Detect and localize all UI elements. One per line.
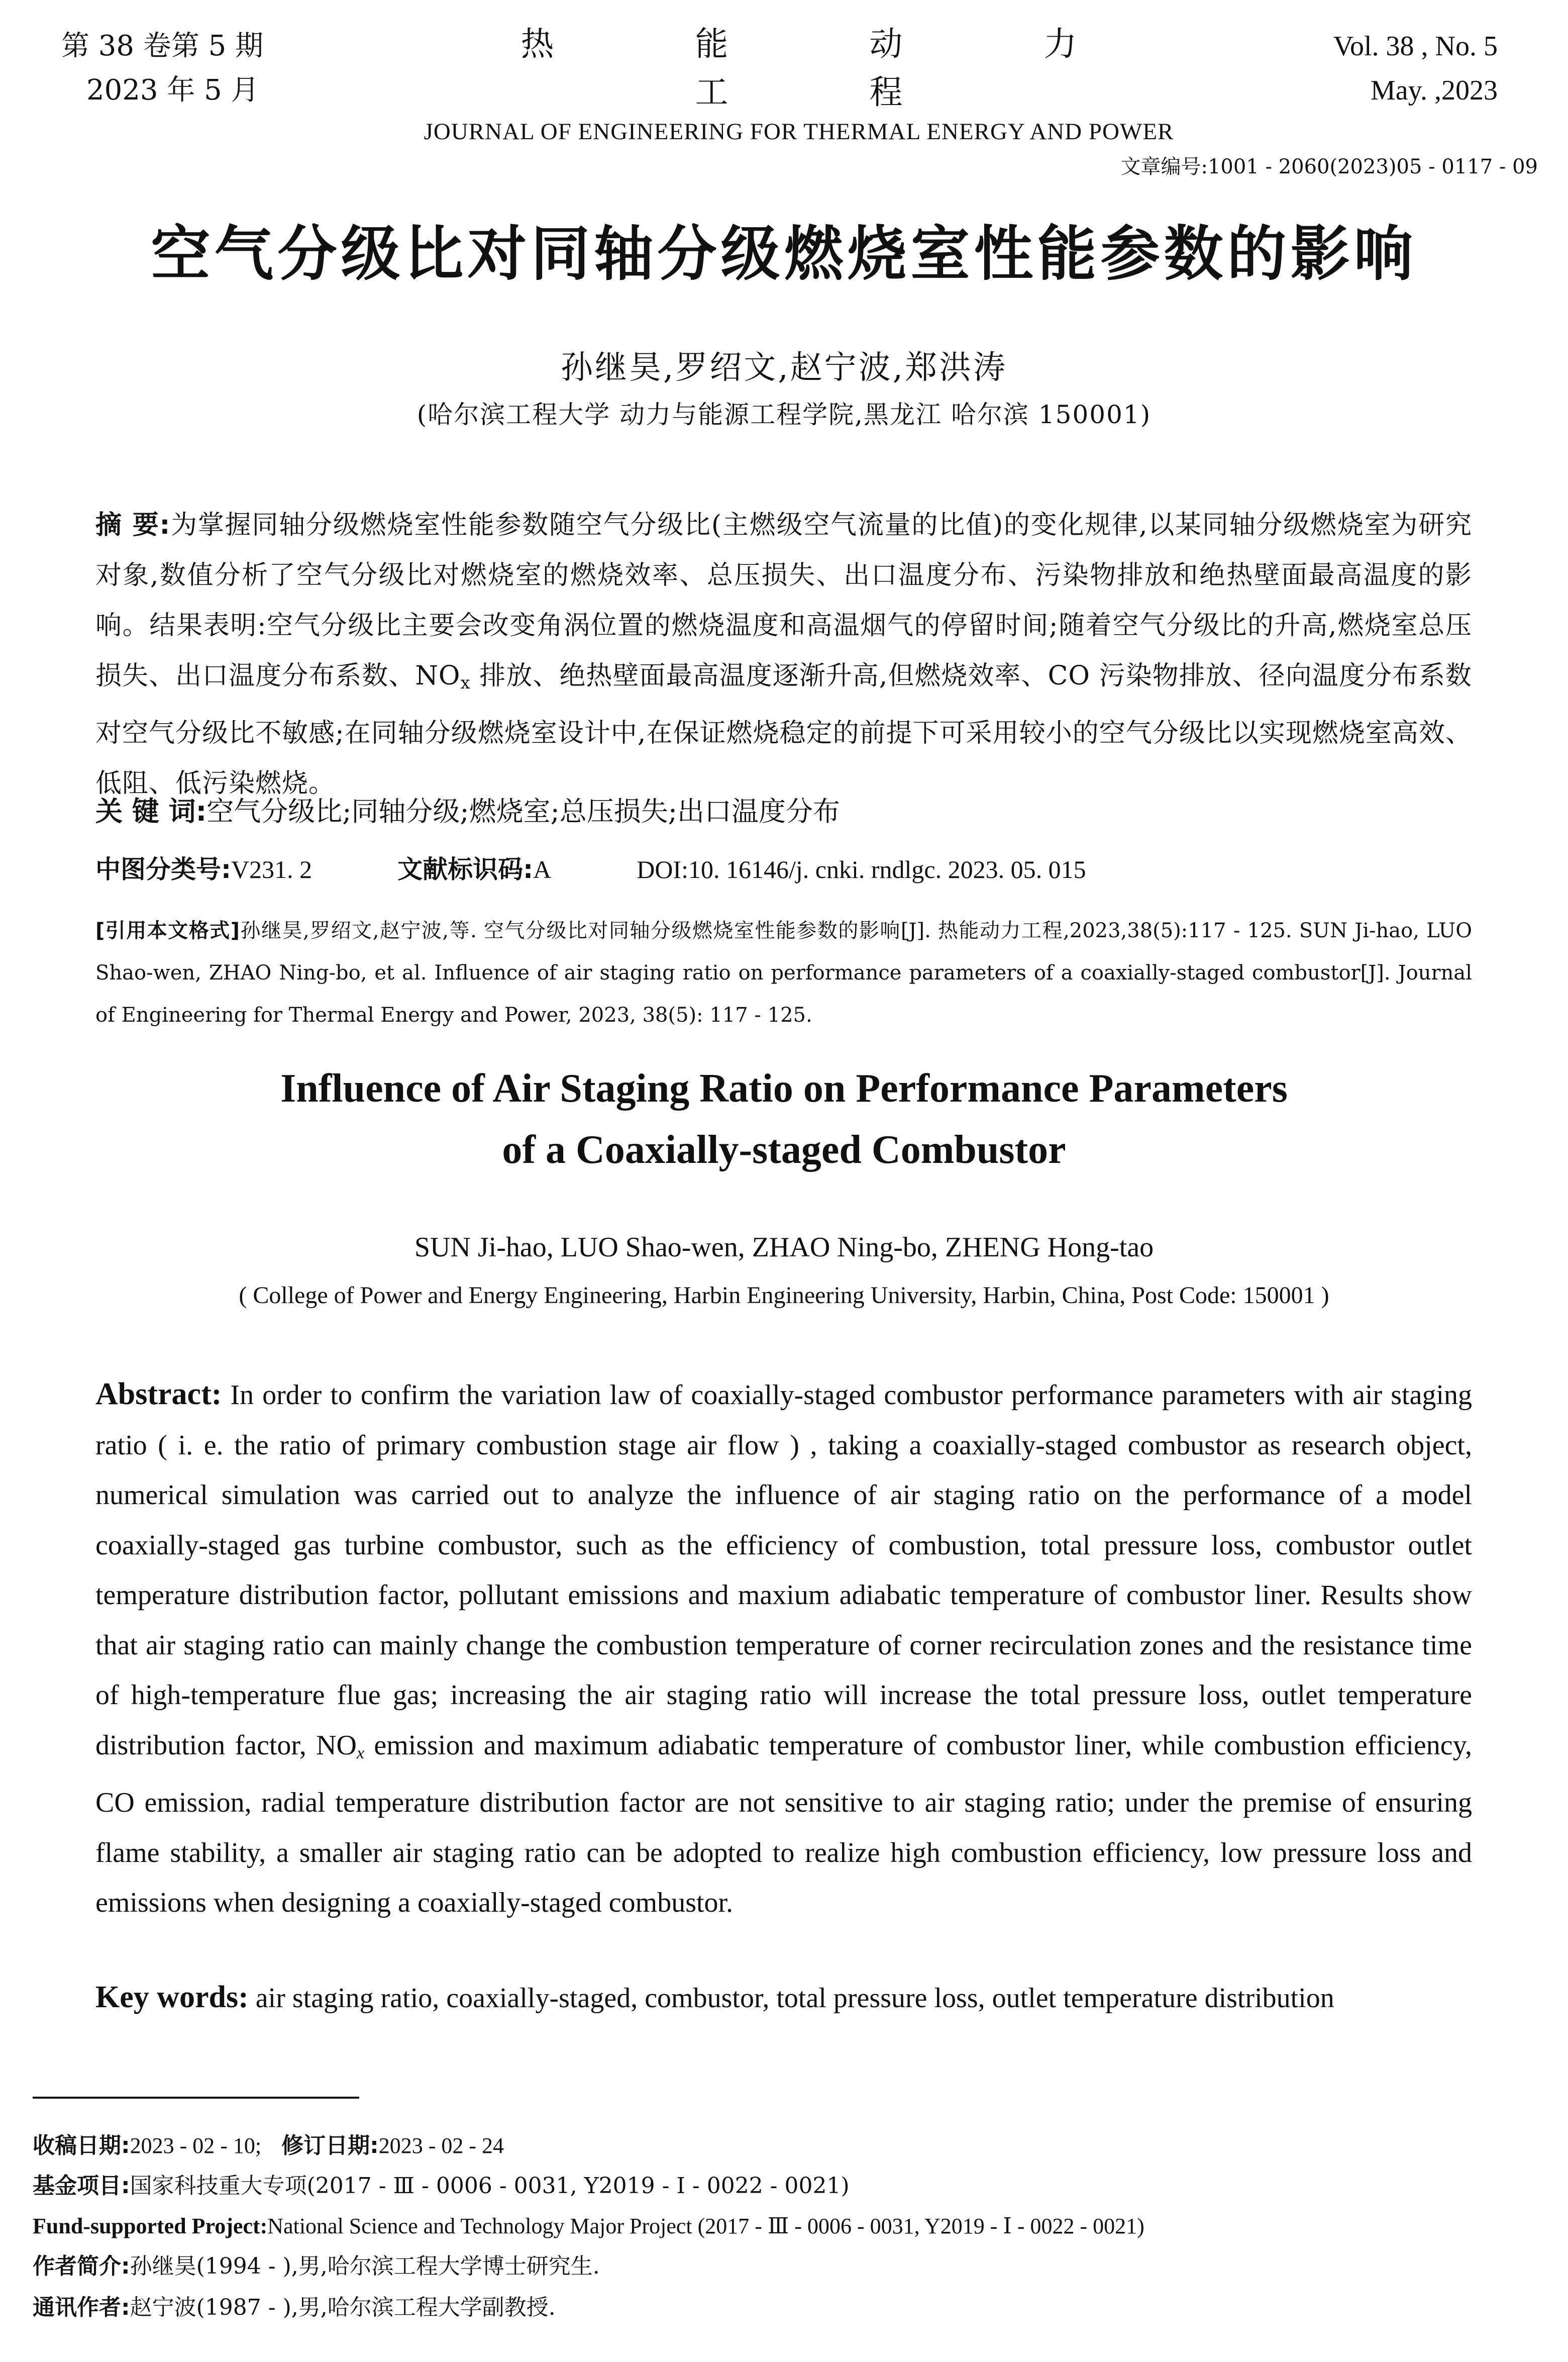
footnote-author: [33, 2246, 1535, 2287]
title-en-line1: Influence of Air Staging Ratio on Performance Parameters: [280, 1066, 1288, 1111]
doc-code-label: 文献标识码:: [397, 855, 534, 884]
title-en: [0, 1058, 1568, 1180]
doc-code-value: A: [533, 855, 552, 883]
abstract-en-text-1: In order to confirm the variation law of coaxially-staged combustor performance parameters with air staging ratio ( i. e. the ratio of primary combustion stage air flow ) , taking a coaxially-staged combustor as research object, numerical simulation was carried out to analyze the influence of air staging ratio on the performance of a model coaxially-staged gas turbine combustor, such as the efficiency of combustion, total pressure loss, combustor outlet temperature distribution factor, pollutant emissions and maxium adiabatic temperature of combustor liner. Results show that air staging ratio can mainly change the combustion temperature of corner recirculation zones and the resistance time of high-temperature flue gas; increasing the air staging ratio will increase the total pressure loss, outlet temperature distribution factor, NO: [95, 1380, 1472, 1761]
abstract-en-label: Abstract:: [95, 1377, 222, 1411]
authors-cn: 孙继昊,罗绍文,赵宁波,郑洪涛: [560, 349, 1008, 386]
revised-value: 2023 - 02 - 24: [378, 2133, 504, 2158]
abstract-en: [95, 1369, 1472, 1928]
journal-name-cn: 热 能 动 力 工 程: [520, 25, 1142, 112]
abstract-cn: [95, 500, 1472, 809]
author-label: 作者简介:: [33, 2253, 130, 2279]
fund-cn-label: 基金项目:: [33, 2173, 130, 2199]
keywords-en-label: Key words:: [95, 1980, 249, 2014]
header-left: [61, 24, 263, 113]
article-number: 文章编号:1001 - 2060(2023)05 - 0117 - 09: [1120, 155, 1538, 178]
corresponding-value: 赵宁波(1987 - ),男,哈尔滨工程大学副教授.: [130, 2295, 556, 2320]
fund-cn-value: 国家科技重大专项(2017 - Ⅲ - 0006 - 0031, Y2019 - Ⅰ - 0022 - 0021): [130, 2173, 850, 2199]
keywords-en: [95, 1973, 1472, 2024]
footnote-corresponding: [33, 2288, 1535, 2328]
issue-cn: 第 38 卷第 5 期: [61, 30, 264, 62]
affiliation-cn: (哈尔滨工程大学 动力与能源工程学院,黑龙江 哈尔滨 150001): [416, 400, 1152, 429]
journal-name-en: JOURNAL OF ENGINEERING FOR THERMAL ENERGY AND POWER: [424, 119, 1174, 145]
authors-en: SUN Ji-hao, LUO Shao-wen, ZHAO Ning-bo, ZHENG Hong-tao: [414, 1232, 1154, 1263]
abstract-cn-subscript: x: [460, 673, 471, 693]
footnote-fund-en: [33, 2206, 1535, 2246]
footnote-divider: [33, 2097, 359, 2099]
header-right: [1333, 24, 1498, 113]
keywords-cn-label: 关 键 词:: [95, 796, 207, 827]
clc-value: V231. 2: [231, 855, 312, 883]
keywords-cn-text: 空气分级比;同轴分级;燃烧室;总压损失;出口温度分布: [206, 796, 840, 827]
fund-en-value: National Science and Technology Major Project (2017 - Ⅲ - 0006 - 0031, Y2019 - Ⅰ - 0022 - 0021): [267, 2214, 1144, 2238]
abstract-cn-text-1: 为掌握同轴分级燃烧室性能参数随空气分级比(主燃级空气流量的比值)的变化规律,以某同轴分级燃烧室为研究对象,数值分析了空气分级比对燃烧室的燃烧效率、总压损失、出口温度分布、污染物排放和绝热壁面最高温度的影响。结果表明:空气分级比主要会改变角涡位置的燃烧温度和高温烟气的停留时间;随着空气分级比的升高,燃烧室总压损失、出口温度分布系数、NO: [95, 510, 1472, 691]
author-value: 孙继昊(1994 - ),男,哈尔滨工程大学博士研究生.: [130, 2253, 600, 2279]
affiliation-en: ( College of Power and Energy Engineering, Harbin Engineering University, Harbin, China, Post Code: 150001 ): [239, 1282, 1329, 1309]
volume-en: Vol. 38 , No. 5: [1333, 31, 1498, 62]
doi: DOI:10. 16146/j. cnki. rndlgc. 2023. 05. 015: [637, 855, 1086, 883]
citation-label: [引用本文格式]: [95, 919, 240, 942]
revised-label: 修订日期:: [281, 2133, 379, 2158]
abstract-cn-label: 摘 要:: [95, 510, 171, 540]
footnote-dates: [33, 2126, 1535, 2166]
footnote-fund-cn: [33, 2166, 1535, 2206]
abstract-en-subscript: x: [357, 1743, 365, 1762]
title-en-line2: of a Coaxially-staged Combustor: [502, 1128, 1066, 1172]
received-value: 2023 - 02 - 10;: [130, 2133, 262, 2158]
received-label: 收稿日期:: [33, 2133, 130, 2158]
corresponding-label: 通讯作者:: [33, 2295, 130, 2320]
keywords-en-text: air staging ratio, coaxially-staged, combustor, total pressure loss, outlet temperature distribution: [248, 1983, 1334, 2014]
date-cn: 2023 年 5 月: [86, 74, 259, 107]
clc-label: 中图分类号:: [95, 855, 231, 884]
journal-header: [382, 20, 1216, 147]
citation: [95, 910, 1472, 1036]
abstract-en-text-2: emission and maximum adiabatic temperature of combustor liner, while combustion efficiency, CO emission, radial temperature distribution factor are not sensitive to air staging ratio; under the premise of ensuring flame stability, a smaller air staging ratio can be adopted to realize high combustion efficiency, low pressure loss and emissions when designing a coaxially-staged combustor.: [95, 1729, 1473, 1918]
date-en: May. ,2023: [1370, 75, 1498, 106]
title-cn: 空气分级比对同轴分级燃烧室性能参数的影响: [151, 219, 1417, 288]
fund-en-label: Fund-supported Project:: [33, 2214, 268, 2238]
keywords-cn: [95, 789, 1472, 834]
classification-line: [95, 849, 1472, 890]
abstract-cn-text-2: 排放、绝热壁面最高温度逐渐升高,但燃烧效率、CO 污染物排放、径向温度分布系数对空气分级比不敏感;在同轴分级燃烧室设计中,在保证燃烧稳定的前提下可采用较小的空气分级比以实现燃烧室高效、低阻、低污染燃烧。: [95, 661, 1472, 799]
citation-text: 孙继昊,罗绍文,赵宁波,等. 空气分级比对同轴分级燃烧室性能参数的影响[J]. 热能动力工程,2023,38(5):117 - 125. SUN Ji-hao, LUO Shao-wen, ZHAO Ning-bo, et al. Influence of air staging ratio on performance parameters of a coaxially-staged combustor[J]. Journal of Engineering for Thermal Energy and Power, 2023, 38(5): 117 - 125.: [95, 919, 1472, 1027]
